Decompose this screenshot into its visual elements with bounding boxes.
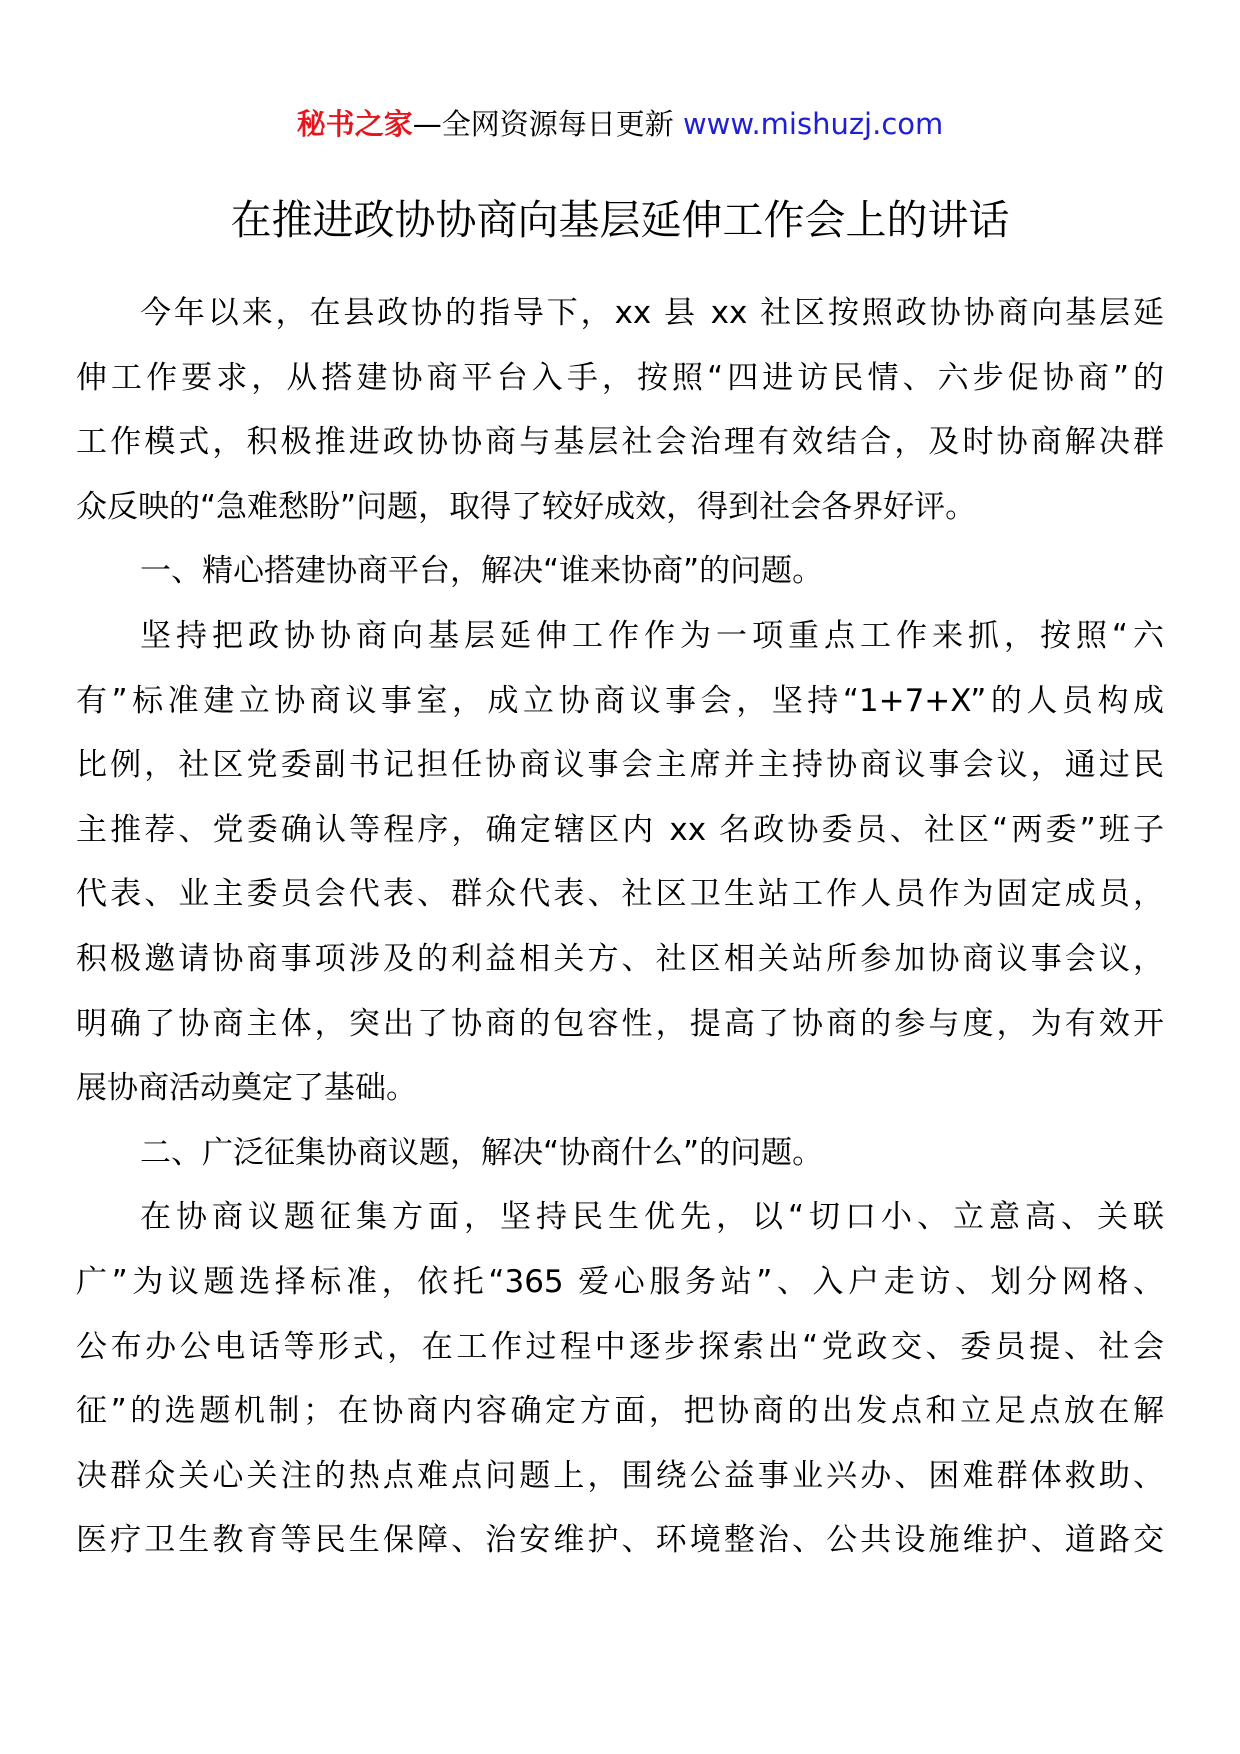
paragraph-line: 明确了协商主体，突出了协商的包容性，提高了协商的参与度，为有效开	[76, 1005, 1164, 1042]
paragraph-line: 医疗卫生教育等民生保障、治安维护、环境整治、公共设施维护、道路交	[76, 1522, 1164, 1559]
paragraph-line: 今年以来，在县政协的指导下，xx 县 xx 社区按照政协协商向基层延	[140, 295, 1164, 331]
paragraph-line: 有”标准建立协商议事室，成立协商议事会，坚持“1+7+X”的人员构成	[76, 682, 1164, 719]
document-title: 在推进政协协商向基层延伸工作会上的讲话	[230, 196, 1010, 244]
paragraph-line: 广”为议题选择标准，依托“365 爱心服务站”、入户走访、划分网格、	[76, 1263, 1164, 1300]
paragraph-line: 工作模式，积极推进政协协商与基层社会治理有效结合，及时协商解决群	[76, 424, 1164, 461]
document-body	[76, 281, 1164, 1573]
brand-name: 秘书之家	[296, 107, 413, 141]
paragraph-line: 代表、业主委员会代表、群众代表、社区卫生站工作人员作为固定成员，	[76, 876, 1164, 913]
paragraph-line: 决群众关心关注的热点难点问题上，围绕公益事业兴办、困难群体救助、	[76, 1457, 1164, 1494]
paragraph-line: 展协商活动奠定了基础。	[76, 1070, 417, 1107]
section-heading: 一、精心搭建协商平台，解决“谁来协商”的问题。	[140, 553, 824, 590]
paragraph-line: 征”的选题机制；在协商内容确定方面，把协商的出发点和立足点放在解	[76, 1393, 1164, 1430]
paragraph-line: 比例，社区党委副书记担任协商议事会主席并主持协商议事会议，通过民	[76, 747, 1164, 784]
paragraph-line: 积极邀请协商事项涉及的利益相关方、社区相关站所参加协商议事会议，	[76, 940, 1164, 977]
paragraph-line: 在协商议题征集方面，坚持民生优先，以“切口小、立意高、关联	[140, 1199, 1164, 1236]
paragraph-line: 公布办公电话等形式，在工作过程中逐步探索出“党政交、委员提、社会	[76, 1328, 1164, 1365]
page-header	[0, 104, 1240, 144]
section-heading: 二、广泛征集协商议题，解决“协商什么”的问题。	[140, 1134, 824, 1171]
paragraph-line: 众反映的“急难愁盼”问题，取得了较好成效，得到社会各界好评。	[76, 488, 977, 525]
paragraph-line: 坚持把政协协商向基层延伸工作作为一项重点工作来抓，按照“六	[140, 617, 1164, 654]
header-tagline: —全网资源每日更新	[412, 107, 683, 141]
website-link[interactable]: www.mishuzj.com	[682, 107, 944, 141]
paragraph-line: 伸工作要求，从搭建协商平台入手，按照“四进访民情、六步促协商”的	[76, 359, 1164, 396]
paragraph-line: 主推荐、党委确认等程序，确定辖区内 xx 名政协委员、社区“两委”班子	[76, 811, 1164, 848]
